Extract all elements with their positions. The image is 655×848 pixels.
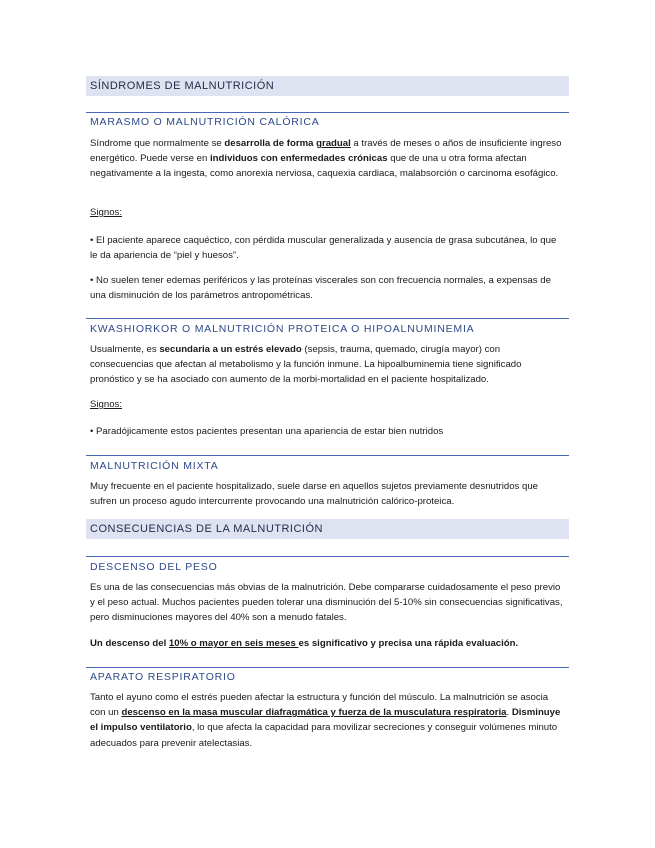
divider (86, 455, 569, 456)
bullet-item: • No suelen tener edemas periféricos y las proteínas viscerales son con frecuencia normales, a expensas de una disminución de los parámetros antropométricas. (90, 275, 551, 302)
paragraph-marasmo: Síndrome que normalmente se desarrolla de forma gradual a través de meses o años de insuficiente ingreso energético. Puede verse en individuos con enfermedades crónicas que de una u otra forma afectan negativamente a la ingesta, como anorexia nerviosa, caquexia cardiaca, malabsorción o carcinoma esofágico. (90, 138, 562, 180)
section-band-consequences (86, 519, 569, 539)
heading-mixed: MALNUTRICIÓN MIXTA (90, 460, 219, 472)
heading-weight: DESCENSO DEL PESO (90, 561, 218, 573)
heading-kwashiorkor: KWASHIORKOR O MALNUTRICIÓN PROTEICA O HIPOALNUMINEMIA (90, 323, 475, 335)
divider (86, 556, 569, 557)
paragraph-respiratory: Tanto el ayuno como el estrés pueden afectar la estructura y función del músculo. La malnutrición se asocia con un descenso en la masa muscular diafragmática y fuerza de la musculatura respiratoria. Disminuye el impulso ventilatorio, lo que afecta la capacidad para movilizar secreciones y conseguir volúmenes minuto adecuados para prevenir atelectasias. (90, 692, 561, 749)
divider (86, 112, 569, 113)
divider (86, 667, 569, 668)
signs-label: Signos: (90, 399, 122, 410)
bullet-item: • El paciente aparece caquéctico, con pérdida muscular generalizada y ausencia de grasa subcutánea, lo que le da apariencia de “piel y huesos”. (90, 235, 557, 262)
paragraph-weight-emphasis: Un descenso del 10% o mayor en seis meses es significativo y precisa una rápida evaluación. (90, 638, 519, 649)
divider (86, 318, 569, 319)
section-title: CONSECUENCIAS DE LA MALNUTRICIÓN (90, 523, 323, 535)
section-band-syndromes (86, 76, 569, 96)
section-title: SÍNDROMES DE MALNUTRICIÓN (90, 80, 275, 92)
heading-marasmo: MARASMO O MALNUTRICIÓN CALÓRICA (90, 116, 320, 128)
heading-respiratory: APARATO RESPIRATORIO (90, 671, 236, 683)
paragraph-weight: Es una de las consecuencias más obvias de la malnutrición. Debe compararse cuidadosamente el peso previo y el peso actual. Muchos pacientes pueden tolerar una disminución del 5-10% sin consecuencias significativas, pero disminuciones mayores del 40% son a menudo fatales. (90, 582, 563, 624)
bullet-item: • Paradójicamente estos pacientes presentan una apariencia de estar bien nutridos (90, 426, 444, 437)
signs-label: Signos: (90, 207, 122, 218)
paragraph-mixed: Muy frecuente en el paciente hospitalizado, suele darse en aquellos sujetos previamente desnutridos que sufren un proceso agudo intercurrente provocando una malnutrición calórico-proteica. (90, 481, 538, 508)
paragraph-kwashiorkor: Usualmente, es secundaria a un estrés elevado (sepsis, trauma, quemado, cirugía mayor) con consecuencias que afectan al metabolismo y la función inmune. La hipoalbuminemia tiene significado pronóstico y se ha asociado con aumento de la morbi-mortalidad en el paciente hospitalizado. (90, 344, 522, 386)
